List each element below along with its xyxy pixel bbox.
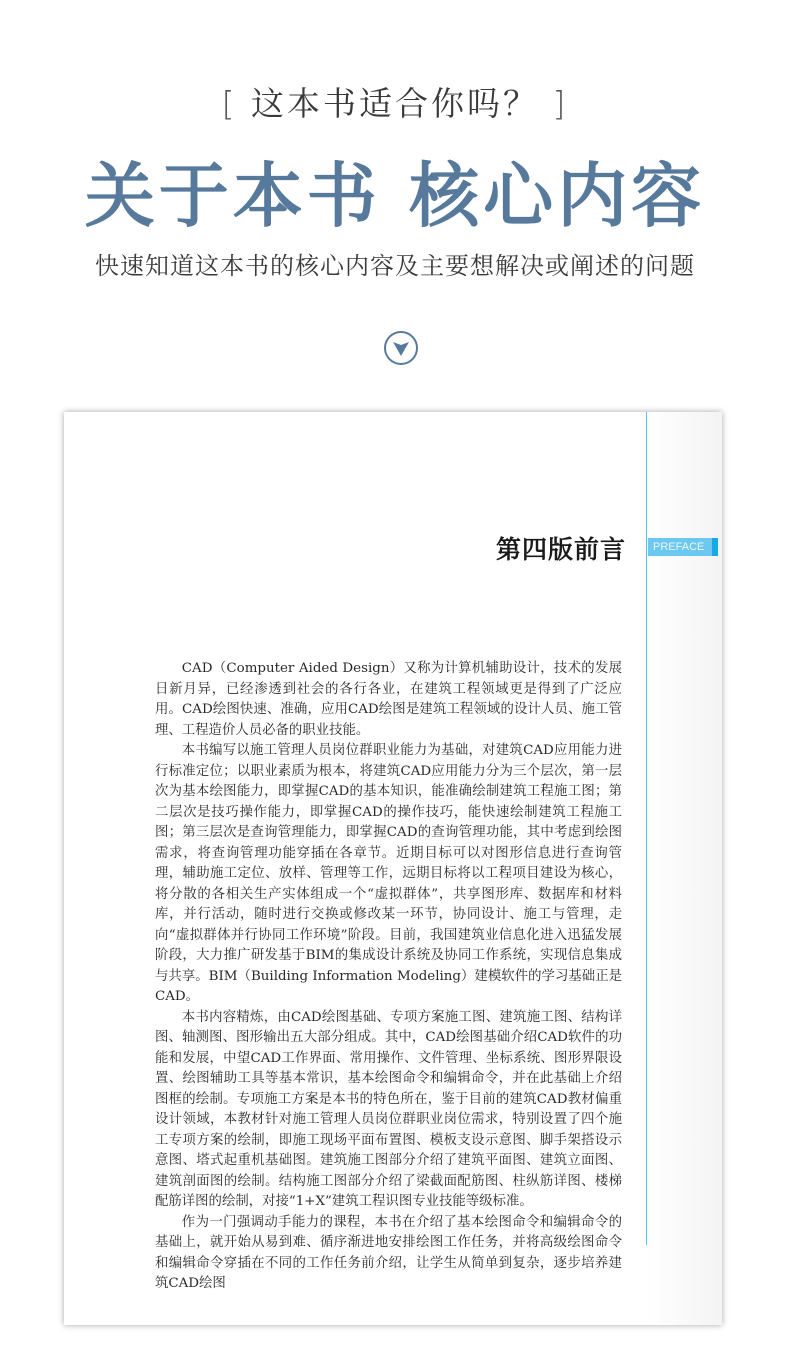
bracket-open: [ [221, 84, 238, 123]
main-title: 关于本书 核心内容 [84, 154, 706, 237]
paragraph: 作为一门强调动手能力的课程，本书在介绍了基本绘图命令和编辑命令的基础上，就开始从易到难、循序渐进地安排绘图工作任务，并将高级绘图命令和编辑命令穿插在不同的工作任务前介绍，让学生从简单到复杂，逐步培养建筑CAD绘图 [155, 1214, 622, 1291]
paragraph: 本书编写以施工管理人员岗位群职业能力为基础，对建筑CAD应用能力进行标准定位；以职业素质为根本，将建筑CAD应用能力分为三个层次，第一层次为基本绘图能力，即掌握CAD的基本知识，能准确绘制建筑工程施工图；第二层次是技巧操作能力，即掌握CAD的操作技巧，能快速绘制建筑工程施工图；第三层次是查询管理能力，即掌握CAD的查询管理功能，其中考虑到绘图需求，将查询管理功能穿插在各章节。近期目标可以对图形信息进行查询管理，辅助施工定位、放样、管理等工作，远期目标将以工程项目建设为核心，将分散的各相关生产实体组成一个“虚拟群体”，共享图形库、数据库和材料库，并行活动，随时进行交换或修改某一环节，协同设计、施工与管理，走向“虚拟群体并行协同工作环境”阶段。目前，我国建筑业信息化进入迅猛发展阶段，大力推广研发基于BIM的集成设计系统及协同工作系统，实现信息集成与共享。BIM（Building Information Modeling）建模软件的学习基础正是CAD。 [155, 743, 622, 1004]
subtitle: 快速知道这本书的核心内容及主要想解决或阐述的问题 [95, 252, 695, 280]
page-body [155, 659, 622, 1295]
chevron-down-circle-icon [384, 331, 418, 365]
paragraph: CAD（Computer Aided Design）又称为计算机辅助设计，技术的发展日新月异，已经渗透到社会的各行各业，在建筑工程领域更是得到了广泛应用。CAD绘图快速、准确，应用CAD绘图是建筑工程领域的设计人员、施工管理、工程造价人员必备的职业技能。 [155, 661, 622, 738]
page-title: 第四版前言 [495, 535, 626, 564]
question-text: 这本书适合你吗？ [251, 84, 539, 123]
bracket-close: ] [552, 84, 569, 123]
preface-tag: PREFACE [648, 538, 718, 556]
margin-divider [646, 412, 647, 1245]
book-page [64, 412, 722, 1325]
question-heading [0, 78, 790, 125]
paragraph: 本书内容精炼，由CAD绘图基础、专项方案施工图、建筑施工图、结构详图、轴测图、图形输出五大部分组成。其中，CAD绘图基础介绍CAD软件的功能和发展，中望CAD工作界面、常用操作、文件管理、坐标系统、图形界限设置、绘图辅助工具等基本常识，基本绘图命令和编辑命令，并在此基础上介绍图框的绘制。专项施工方案是本书的特色所在，鉴于目前的建筑CAD教材偏重设计领域，本教材针对施工管理人员岗位群职业岗位需求，特别设置了四个施工专项方案的绘制，即施工现场平面布置图、模板支设示意图、脚手架搭设示意图、塔式起重机基础图。建筑施工图部分介绍了建筑平面图、建筑立面图、建筑剖面图的绘制。结构施工图部分介绍了梁截面配筋图、柱纵筋详图、楼梯配筋详图的绘制，对接“1+X”建筑工程识图专业技能等级标准。 [155, 1009, 622, 1209]
